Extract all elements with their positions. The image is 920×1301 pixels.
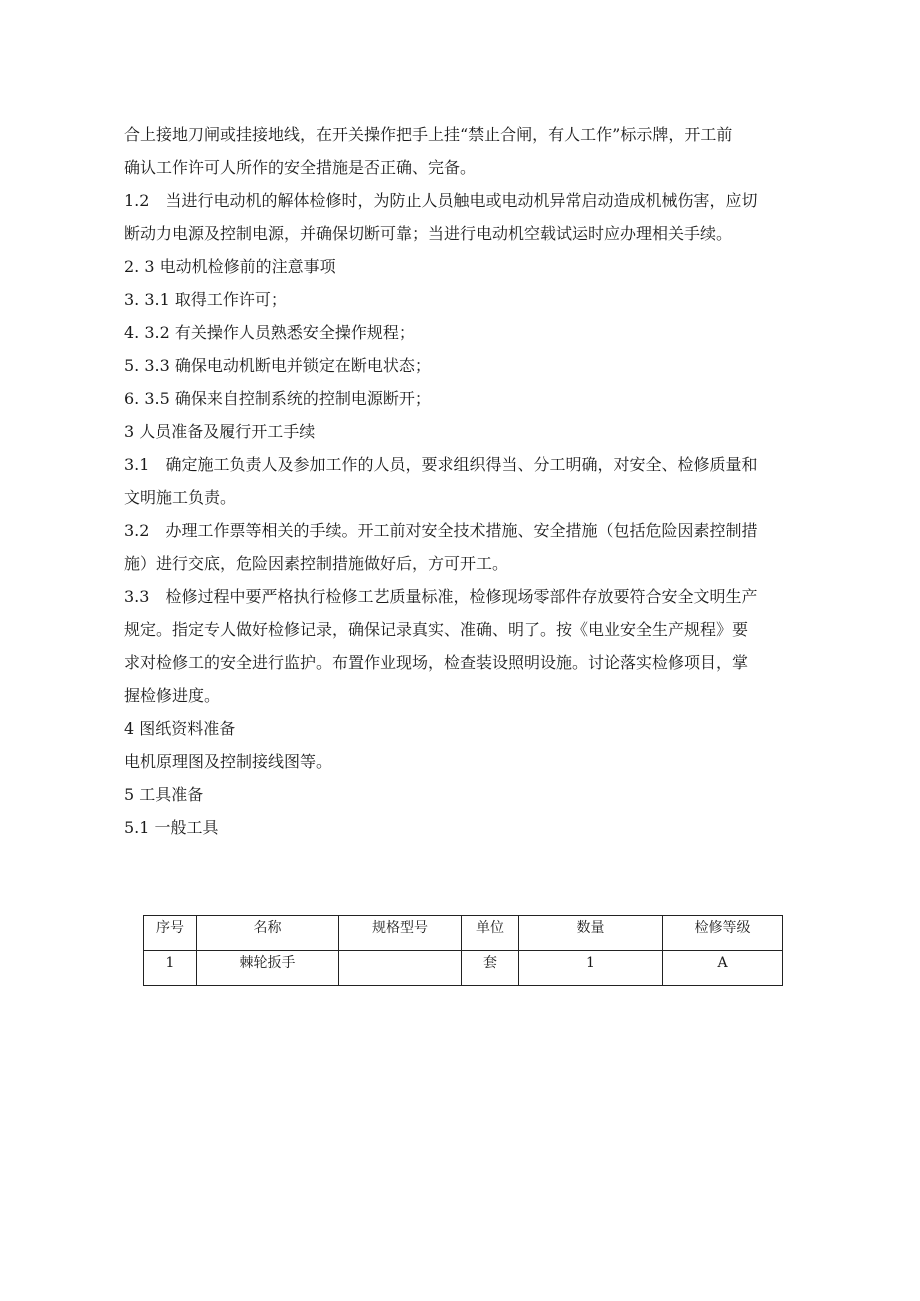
text-line: 握检修进度。 [124,686,221,705]
text-line: 断动力电源及控制电源，并确保切断可靠；当进行电动机空载试运时应办理相关手续。 [124,224,733,243]
document-body [124,118,804,844]
text-line: 1.2 当进行电动机的解体检修时，为防止人员触电或电动机异常启动造成机械伤害，应切 [124,191,758,210]
tool-table-container [143,915,783,986]
column-header-spec: 规格型号 [339,916,462,951]
paragraph-3-2 [124,514,804,580]
text-line: 规定。指定专人做好检修记录，确保记录真实、准确、明了。按《电业安全生产规程》要 [124,620,749,639]
column-header-grade: 检修等级 [663,916,783,951]
text-line: 3.1 确定施工负责人及参加工作的人员，要求组织得当、分工明确，对安全、检修质量和 [124,455,758,474]
paragraph-3-1 [124,448,804,514]
text-line: 求对检修工的安全进行监护。布置作业现场，检查装设照明设施。讨论落实检修项目，掌 [124,653,749,672]
text-line: 确认工作许可人所作的安全措施是否正确、完备。 [124,158,477,177]
column-header-name: 名称 [197,916,339,951]
column-header-index: 序号 [144,916,197,951]
subsection-heading-5-1 [124,811,804,844]
text-line: 4 图纸资料准备 [124,719,236,738]
list-item-3-3 [124,349,804,382]
cell-unit: 套 [462,951,519,986]
text-line: 5.1 一般工具 [124,818,219,837]
table-header-row [144,916,783,951]
column-header-unit: 单位 [462,916,519,951]
text-line: 3.3 检修过程中要严格执行检修工艺质量标准，检修现场零部件存放要符合安全文明生产 [124,587,758,606]
paragraph-1-2 [124,184,804,250]
cell-grade: A [663,951,783,986]
list-item-3-1 [124,283,804,316]
text-line: 5. 3.3 确保电动机断电并锁定在断电状态； [124,356,431,375]
text-line: 合上接地刀闸或挂接地线，在开关操作把手上挂“禁止合闸，有人工作”标示牌，开工前 [124,125,733,144]
text-line: 3. 3.1 取得工作许可； [124,290,287,309]
text-line: 2. 3 电动机检修前的注意事项 [124,257,336,276]
column-header-quantity: 数量 [519,916,663,951]
table-row [144,951,783,986]
cell-index: 1 [144,951,197,986]
text-line: 4. 3.2 有关操作人员熟悉安全操作规程； [124,323,415,342]
text-line: 3 人员准备及履行开工手续 [124,422,316,441]
text-line: 5 工具准备 [124,785,204,804]
section-heading-3 [124,415,804,448]
cell-quantity: 1 [519,951,663,986]
text-line: 6. 3.5 确保来自控制系统的控制电源断开； [124,389,431,408]
paragraph-4-body [124,745,804,778]
tool-table [143,915,783,986]
text-line: 电机原理图及控制接线图等。 [124,752,333,771]
list-item-3-5 [124,382,804,415]
paragraph-3-3 [124,580,804,712]
section-heading-2-3 [124,250,804,283]
cell-spec [339,951,462,986]
text-line: 文明施工负责。 [124,488,237,507]
list-item-3-2 [124,316,804,349]
section-heading-4 [124,712,804,745]
text-line: 3.2 办理工作票等相关的手续。开工前对安全技术措施、安全措施（包括危险因素控制措 [124,521,758,540]
cell-name: 棘轮扳手 [197,951,339,986]
paragraph-continued [124,118,804,184]
text-line: 施）进行交底，危险因素控制措施做好后，方可开工。 [124,554,509,573]
section-heading-5 [124,778,804,811]
